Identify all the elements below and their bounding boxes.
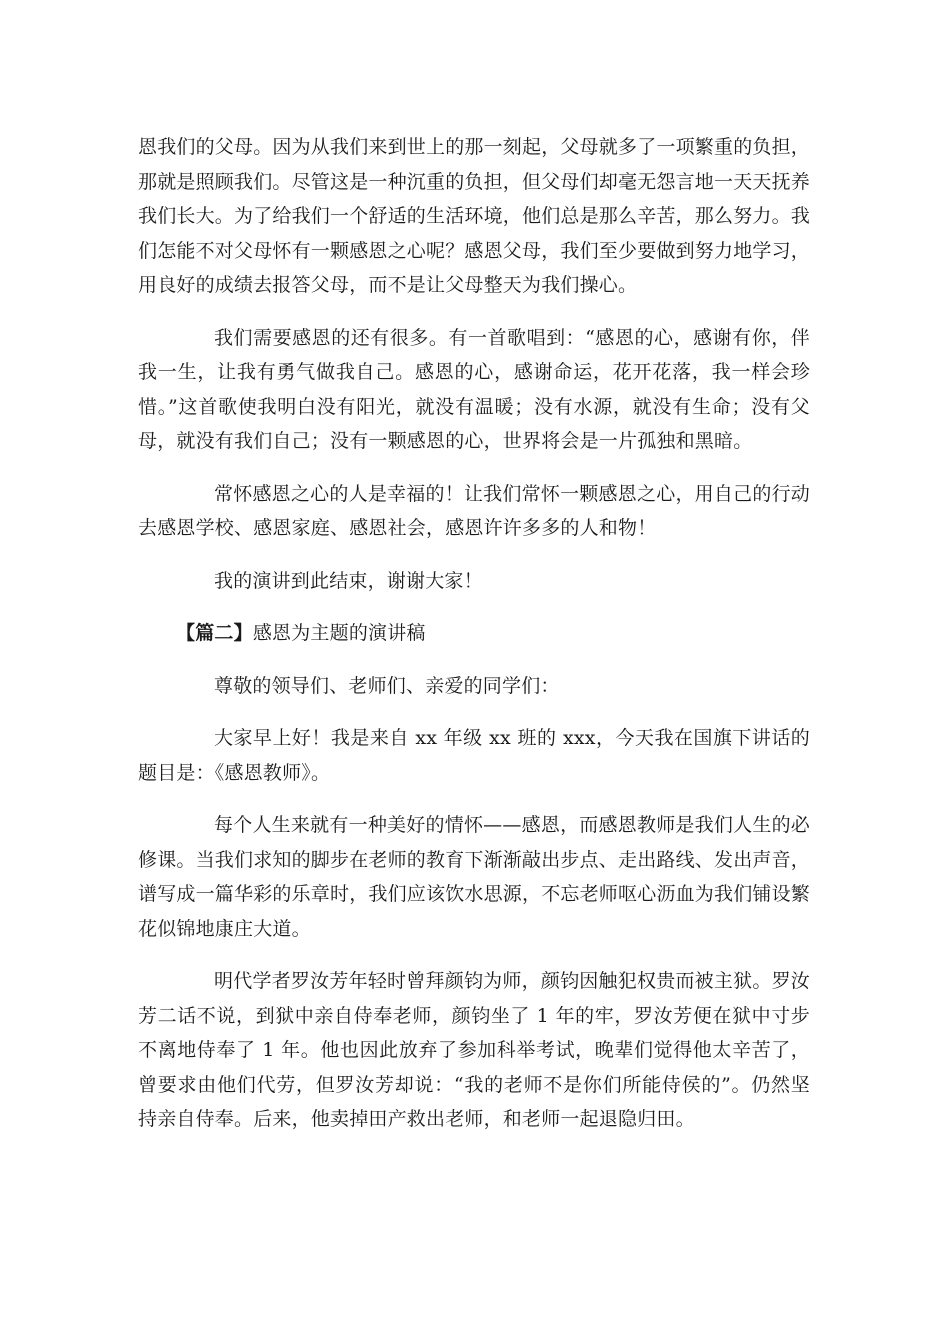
section-heading bbox=[138, 616, 810, 651]
paragraph-closing: 我的演讲到此结束，谢谢大家！ bbox=[214, 569, 483, 592]
paragraph-salutation: 尊敬的领导们、老师们、亲爱的同学们： bbox=[214, 674, 560, 697]
paragraph-song: 我们需要感恩的还有很多。有一首歌唱到：“感恩的心，感谢有你，伴我一生，让我有勇气做我自己。感恩的心，感谢命运，花开花落，我一样会珍惜。”这首歌使我明白没有阳光，就没有温暖；没有水源，就没有生命；没有父母，就没有我们自己；没有一颗感恩的心，世界将会是一片孤独和黑暗。 bbox=[138, 326, 810, 452]
paragraph-greeting: 大家早上好！我是来自 xx 年级 xx 班的 xxx，今天我在国旗下讲话的题目是：《感恩教师》。 bbox=[138, 727, 810, 784]
section-heading-title: 感恩为主题的演讲稿 bbox=[252, 622, 426, 644]
paragraph-gratitude: 常怀感恩之心的人是幸福的！让我们常怀一颗感恩之心，用自己的行动去感恩学校、感恩家庭、感恩社会，感恩许许多多的人和物！ bbox=[138, 482, 810, 539]
paragraph-teacher-gratitude: 每个人生来就有一种美好的情怀——感恩，而感恩教师是我们人生的必修课。当我们求知的脚步在老师的教育下渐渐敲出步点、走出路线、发出声音，谱写成一篇华彩的乐章时，我们应该饮水思源，不忘老师呕心沥血为我们铺设繁花似锦地康庄大道。 bbox=[138, 814, 811, 940]
paragraph-continuation: 恩我们的父母。因为从我们来到世上的那一刻起，父母就多了一项繁重的负担，那就是照顾我们。尽管这是一种沉重的负担，但父母们却毫无怨言地一天天抚养我们长大。为了给我们一个舒适的生活环境，他们总是那么辛苦，那么努力。我们怎能不对父母怀有一颗感恩之心呢？感恩父母，我们至少要做到努力地学习，用良好的成绩去报答父母，而不是让父母整天为我们操心。 bbox=[138, 136, 811, 296]
paragraph-story: 明代学者罗汝芳年轻时曾拜颜钧为师，颜钧因触犯权贵而被主狱。罗汝芳二话不说，到狱中亲自侍奉老师，颜钧坐了 1 年的牢，罗汝芳便在狱中寸步不离地侍奉了 1 年。他也因此放弃了参加科举考试，晚辈们觉得他太辛苦了，曾要求由他们代劳，但罗汝芳却说：“我的老师不是你们所能侍侯的”。仍然坚持亲自侍奉。后来，他卖掉田产救出老师，和老师一起退隐归田。 bbox=[138, 970, 810, 1130]
section-heading-bracket: 【篇二】 bbox=[176, 622, 253, 644]
document-body bbox=[138, 130, 810, 1155]
